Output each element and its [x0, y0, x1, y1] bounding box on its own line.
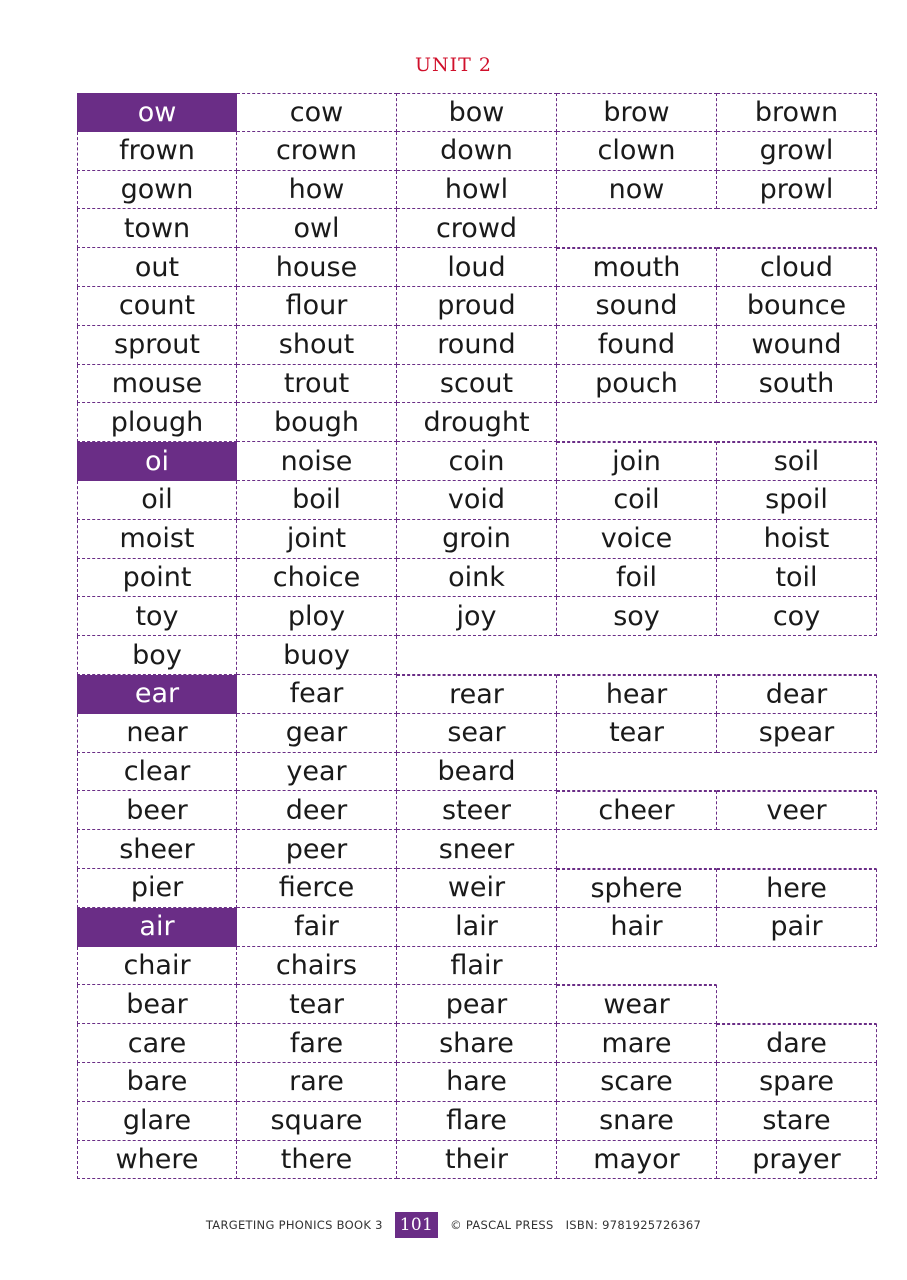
- word-cell: brow: [557, 93, 717, 132]
- empty-cell: [717, 753, 877, 792]
- word-cell: weir: [397, 869, 557, 908]
- word-cell: square: [237, 1102, 397, 1141]
- word-row: [77, 636, 877, 675]
- word-cell: cloud: [717, 248, 877, 287]
- word-cell: near: [77, 714, 237, 753]
- word-cell: wear: [557, 985, 717, 1024]
- pattern-header-cell: air: [77, 908, 237, 947]
- word-cell: year: [237, 753, 397, 792]
- word-cell: crowd: [397, 209, 557, 248]
- word-cell: growl: [717, 132, 877, 171]
- word-cell: tear: [557, 714, 717, 753]
- word-cell: clown: [557, 132, 717, 171]
- word-cell: found: [557, 326, 717, 365]
- word-row: [77, 830, 877, 869]
- word-cell: now: [557, 171, 717, 210]
- word-cell: where: [77, 1141, 237, 1180]
- word-row: [77, 1024, 877, 1063]
- word-cell: point: [77, 559, 237, 598]
- word-cell: stare: [717, 1102, 877, 1141]
- empty-cell: [717, 403, 877, 442]
- word-cell: fear: [237, 675, 397, 714]
- word-cell: sneer: [397, 830, 557, 869]
- word-cell: round: [397, 326, 557, 365]
- empty-cell: [557, 753, 717, 792]
- word-cell: coil: [557, 481, 717, 520]
- word-cell: sheer: [77, 830, 237, 869]
- word-cell: sear: [397, 714, 557, 753]
- word-cell: shout: [237, 326, 397, 365]
- word-cell: mare: [557, 1024, 717, 1063]
- empty-cell: [557, 947, 717, 986]
- word-row: [77, 1102, 877, 1141]
- word-cell: wound: [717, 326, 877, 365]
- word-cell: pier: [77, 869, 237, 908]
- word-cell: gear: [237, 714, 397, 753]
- empty-cell: [557, 209, 717, 248]
- word-cell: coin: [397, 442, 557, 481]
- word-cell: fair: [237, 908, 397, 947]
- word-cell: sphere: [557, 869, 717, 908]
- word-cell: down: [397, 132, 557, 171]
- word-cell: joint: [237, 520, 397, 559]
- pattern-row: [77, 675, 877, 714]
- word-cell: bow: [397, 93, 557, 132]
- word-cell: soil: [717, 442, 877, 481]
- empty-cell: [717, 985, 877, 1024]
- word-cell: hoist: [717, 520, 877, 559]
- word-cell: groin: [397, 520, 557, 559]
- empty-cell: [717, 209, 877, 248]
- word-cell: noise: [237, 442, 397, 481]
- word-row: [77, 985, 877, 1024]
- word-cell: drought: [397, 403, 557, 442]
- word-cell: loud: [397, 248, 557, 287]
- word-cell: out: [77, 248, 237, 287]
- word-cell: pear: [397, 985, 557, 1024]
- word-cell: oil: [77, 481, 237, 520]
- word-cell: lair: [397, 908, 557, 947]
- word-row: [77, 559, 877, 598]
- word-cell: flour: [237, 287, 397, 326]
- empty-cell: [397, 636, 557, 675]
- word-cell: mouse: [77, 365, 237, 404]
- word-cell: bounce: [717, 287, 877, 326]
- word-cell: gown: [77, 171, 237, 210]
- word-cell: joy: [397, 597, 557, 636]
- word-row: [77, 753, 877, 792]
- word-cell: dare: [717, 1024, 877, 1063]
- page-number-badge: 101: [395, 1212, 438, 1238]
- word-cell: count: [77, 287, 237, 326]
- word-cell: glare: [77, 1102, 237, 1141]
- word-cell: flare: [397, 1102, 557, 1141]
- word-row: [77, 132, 877, 171]
- word-row: [77, 403, 877, 442]
- word-cell: void: [397, 481, 557, 520]
- word-cell: beer: [77, 791, 237, 830]
- word-cell: boil: [237, 481, 397, 520]
- word-cell: cheer: [557, 791, 717, 830]
- word-cell: here: [717, 869, 877, 908]
- page-footer: [0, 1212, 907, 1238]
- word-row: [77, 947, 877, 986]
- word-cell: spoil: [717, 481, 877, 520]
- word-cell: join: [557, 442, 717, 481]
- word-cell: foil: [557, 559, 717, 598]
- word-cell: fare: [237, 1024, 397, 1063]
- word-cell: owl: [237, 209, 397, 248]
- word-cell: trout: [237, 365, 397, 404]
- book-title: TARGETING PHONICS BOOK 3: [205, 1218, 383, 1232]
- word-cell: south: [717, 365, 877, 404]
- word-cell: how: [237, 171, 397, 210]
- word-cell: clear: [77, 753, 237, 792]
- word-cell: flair: [397, 947, 557, 986]
- word-row: [77, 714, 877, 753]
- word-cell: rear: [397, 675, 557, 714]
- word-cell: steer: [397, 791, 557, 830]
- word-cell: deer: [237, 791, 397, 830]
- word-row: [77, 791, 877, 830]
- word-cell: cow: [237, 93, 397, 132]
- word-cell: there: [237, 1141, 397, 1180]
- word-cell: snare: [557, 1102, 717, 1141]
- word-cell: hear: [557, 675, 717, 714]
- word-cell: oink: [397, 559, 557, 598]
- word-cell: bare: [77, 1063, 237, 1102]
- empty-cell: [557, 403, 717, 442]
- word-cell: peer: [237, 830, 397, 869]
- word-cell: prayer: [717, 1141, 877, 1180]
- word-cell: buoy: [237, 636, 397, 675]
- empty-cell: [717, 830, 877, 869]
- word-row: [77, 171, 877, 210]
- word-cell: their: [397, 1141, 557, 1180]
- unit-title: UNIT 2: [415, 54, 492, 76]
- word-cell: care: [77, 1024, 237, 1063]
- pattern-header-cell: ear: [77, 675, 237, 714]
- word-cell: town: [77, 209, 237, 248]
- word-cell: plough: [77, 403, 237, 442]
- word-cell: mouth: [557, 248, 717, 287]
- word-row: [77, 869, 877, 908]
- word-cell: howl: [397, 171, 557, 210]
- pattern-row: [77, 908, 877, 947]
- word-cell: rare: [237, 1063, 397, 1102]
- word-row: [77, 597, 877, 636]
- word-row: [77, 209, 877, 248]
- word-cell: boy: [77, 636, 237, 675]
- word-cell: prowl: [717, 171, 877, 210]
- word-cell: chairs: [237, 947, 397, 986]
- word-cell: toy: [77, 597, 237, 636]
- pattern-row: [77, 93, 877, 132]
- word-cell: soy: [557, 597, 717, 636]
- pattern-header-cell: oi: [77, 442, 237, 481]
- word-cell: scout: [397, 365, 557, 404]
- word-cell: share: [397, 1024, 557, 1063]
- word-cell: proud: [397, 287, 557, 326]
- word-cell: choice: [237, 559, 397, 598]
- word-cell: moist: [77, 520, 237, 559]
- word-cell: house: [237, 248, 397, 287]
- pattern-header-cell: ow: [77, 93, 237, 132]
- phonics-word-grid: [77, 93, 877, 1179]
- pattern-row: [77, 442, 877, 481]
- word-cell: voice: [557, 520, 717, 559]
- word-cell: sprout: [77, 326, 237, 365]
- word-row: [77, 1141, 877, 1180]
- empty-cell: [717, 636, 877, 675]
- word-cell: spear: [717, 714, 877, 753]
- word-cell: spare: [717, 1063, 877, 1102]
- word-row: [77, 326, 877, 365]
- isbn: ISBN: 9781925726367: [565, 1218, 702, 1232]
- word-cell: mayor: [557, 1141, 717, 1180]
- word-cell: frown: [77, 132, 237, 171]
- word-cell: ploy: [237, 597, 397, 636]
- word-cell: beard: [397, 753, 557, 792]
- word-row: [77, 287, 877, 326]
- word-row: [77, 520, 877, 559]
- empty-cell: [557, 636, 717, 675]
- word-row: [77, 365, 877, 404]
- word-cell: hair: [557, 908, 717, 947]
- word-cell: pair: [717, 908, 877, 947]
- word-cell: bear: [77, 985, 237, 1024]
- word-cell: fierce: [237, 869, 397, 908]
- word-row: [77, 248, 877, 287]
- word-cell: tear: [237, 985, 397, 1024]
- word-row: [77, 481, 877, 520]
- word-cell: dear: [717, 675, 877, 714]
- word-cell: bough: [237, 403, 397, 442]
- word-cell: scare: [557, 1063, 717, 1102]
- publisher-credit: © PASCAL PRESS: [450, 1218, 554, 1232]
- word-cell: hare: [397, 1063, 557, 1102]
- word-row: [77, 1063, 877, 1102]
- empty-cell: [717, 947, 877, 986]
- word-cell: chair: [77, 947, 237, 986]
- word-cell: crown: [237, 132, 397, 171]
- empty-cell: [557, 830, 717, 869]
- word-cell: pouch: [557, 365, 717, 404]
- word-cell: sound: [557, 287, 717, 326]
- word-cell: brown: [717, 93, 877, 132]
- word-cell: coy: [717, 597, 877, 636]
- word-cell: toil: [717, 559, 877, 598]
- word-cell: veer: [717, 791, 877, 830]
